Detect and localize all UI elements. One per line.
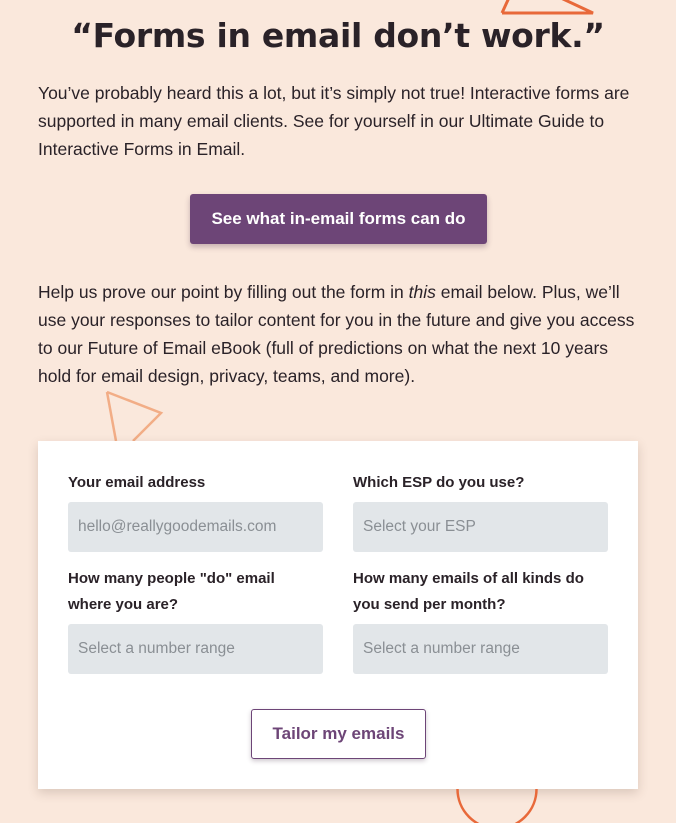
people-count-label: How many people "do" email where you are? bbox=[68, 570, 275, 613]
tailor-emails-button[interactable]: Tailor my emails bbox=[251, 709, 426, 759]
email-volume-label: How many emails of all kinds do you send per month? bbox=[353, 570, 584, 613]
preferences-form bbox=[38, 441, 638, 789]
email-volume-placeholder: Select a number range bbox=[363, 640, 520, 657]
email-volume-select[interactable] bbox=[353, 624, 608, 674]
intro-paragraph: You’ve probably heard this a lot, but it’s simply not true! Interactive forms are supported in many email clients. See for yourself in our Ultimate Guide to Interactive Forms in Email. bbox=[38, 83, 630, 159]
help-paragraph bbox=[38, 278, 644, 390]
email-input[interactable] bbox=[68, 502, 323, 552]
help-text-emphasis: this bbox=[408, 282, 436, 302]
email-label: Your email address bbox=[68, 474, 206, 491]
esp-select[interactable] bbox=[353, 502, 608, 552]
people-count-select[interactable] bbox=[68, 624, 323, 674]
help-text-start: Help us prove our point by filling out the form in bbox=[38, 282, 409, 302]
page-headline: “Forms in email don’t work.” bbox=[71, 16, 605, 55]
see-in-email-forms-button[interactable]: See what in-email forms can do bbox=[190, 194, 487, 244]
help-text-end: email below. Plus, we’ll use your responses to tailor content for you in the future and give you access to our Future of Email eBook (full of predictions on what the next 10 years hold for email design, privacy, teams, and more). bbox=[38, 282, 635, 386]
esp-select-placeholder: Select your ESP bbox=[363, 518, 476, 535]
people-count-placeholder: Select a number range bbox=[78, 640, 235, 657]
esp-label: Which ESP do you use? bbox=[353, 474, 525, 491]
orange-circle-outline-decoration bbox=[454, 778, 540, 823]
peach-triangle-outline-decoration bbox=[104, 390, 166, 442]
